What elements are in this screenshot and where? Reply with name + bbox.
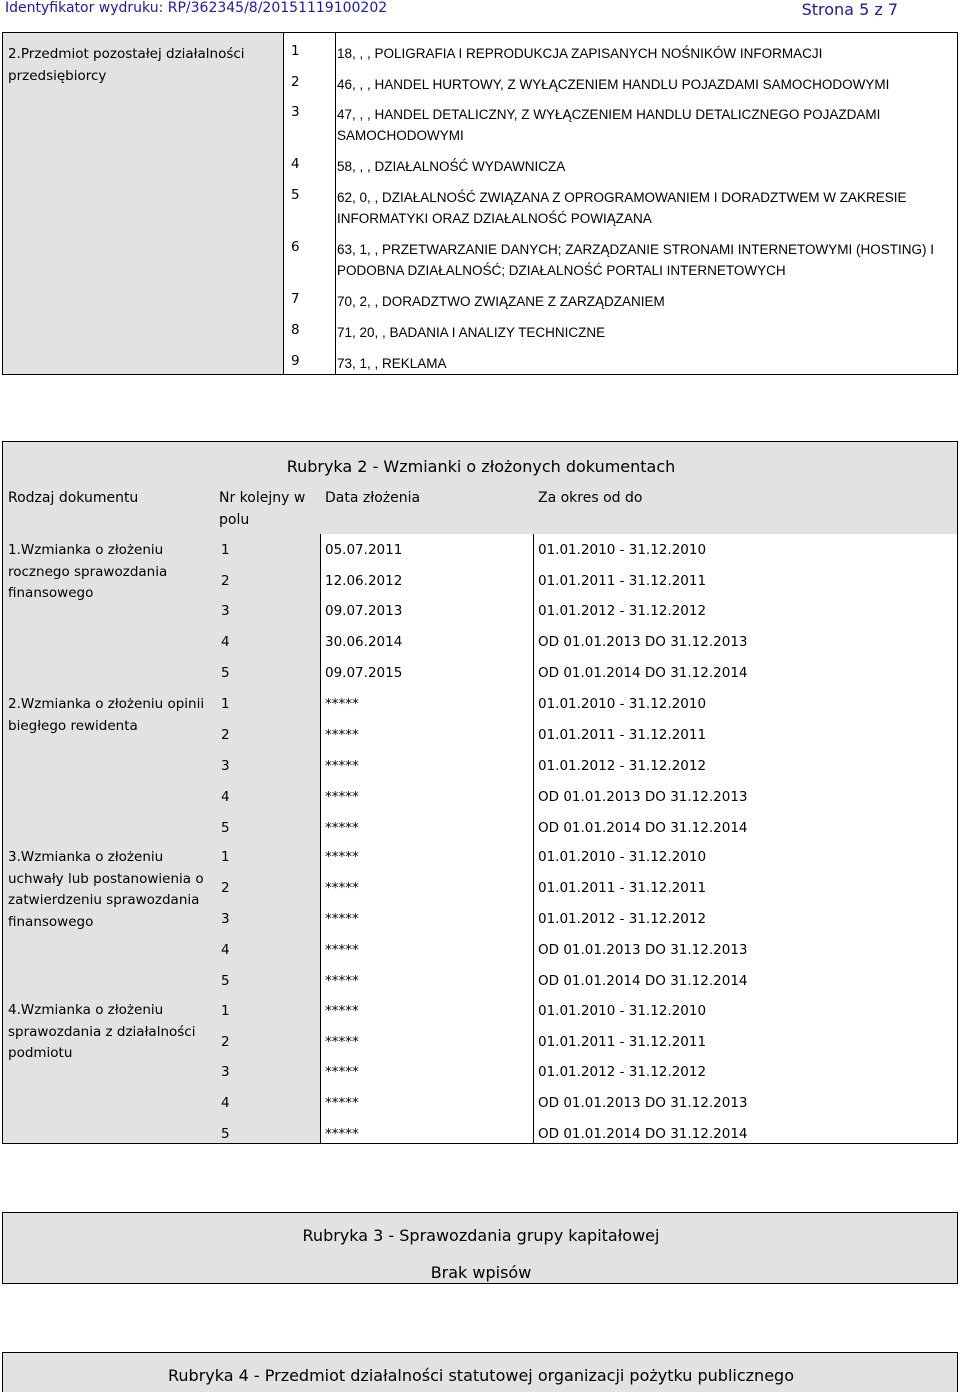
section-title: Rubryka 2 - Wzmianki o złożonych dokumentach: [286, 457, 676, 476]
table-row: [3, 1034, 957, 1065]
documents-section: [2, 441, 958, 1144]
row-number: 5: [221, 973, 230, 989]
document-group-label: 1.Wzmianka o złożeniu rocznego sprawozdania finansowego: [8, 542, 168, 601]
activities-list: [283, 33, 957, 374]
row-number: 2: [221, 1034, 230, 1050]
row-number: 2: [221, 880, 230, 896]
activity-number: 1: [291, 43, 300, 59]
activity-number: 2: [291, 74, 300, 90]
row-date: 12.06.2012: [325, 573, 403, 589]
row-period: 01.01.2010 - 31.12.2010: [538, 542, 707, 558]
table-row: [3, 942, 957, 973]
row-period: OD 01.01.2014 DO 31.12.2014: [538, 820, 748, 836]
column-header-number: Nr kolejny w polu: [219, 490, 306, 528]
row-number: 1: [221, 696, 230, 712]
row-number: 4: [221, 634, 230, 650]
row-period: 01.01.2011 - 31.12.2011: [538, 1034, 707, 1050]
column-divider: [533, 534, 534, 1143]
activity-text: 63, 1, , PRZETWARZANIE DANYCH; ZARZĄDZANIE STRONAMI INTERNETOWYMI (HOSTING) I PODOBNA DZIAŁALNOŚĆ; DZIAŁALNOŚĆ PORTALI INTERNETOWYCH: [337, 242, 935, 278]
activity-text: 47, , , HANDEL DETALICZNY, Z WYŁĄCZENIEM HANDLU DETALICZNEGO POJAZDAMI SAMOCHODOWYMI: [337, 107, 881, 143]
row-number: 3: [221, 911, 230, 927]
row-date: *****: [325, 1003, 359, 1019]
column-divider: [335, 33, 336, 374]
table-row: [3, 634, 957, 665]
table-row: [3, 849, 957, 880]
row-date: 05.07.2011: [325, 542, 403, 558]
document-group-label: 2.Wzmianka o złożeniu opinii biegłego rewidenta: [8, 696, 205, 734]
row-number: 2: [221, 573, 230, 589]
table-row: [3, 758, 957, 789]
row-date: *****: [325, 1034, 359, 1050]
activity-text: 70, 2, , DORADZTWO ZWIĄZANE Z ZARZĄDZANIEM: [337, 294, 665, 309]
row-number: 4: [221, 942, 230, 958]
document-group-label: 4.Wzmianka o złożeniu sprawozdania z działalności podmiotu: [8, 1002, 196, 1061]
row-number: 5: [221, 665, 230, 681]
table-row: [3, 1003, 957, 1034]
row-date: *****: [325, 696, 359, 712]
row-period: 01.01.2012 - 31.12.2012: [538, 603, 707, 619]
row-number: 1: [221, 542, 230, 558]
column-header-period: Za okres od do: [538, 490, 643, 506]
row-period: OD 01.01.2014 DO 31.12.2014: [538, 973, 748, 989]
page-number: Strona 5 z 7: [801, 0, 898, 19]
no-entries-text: Brak wpisów: [430, 1263, 532, 1282]
section-title: Rubryka 3 - Sprawozdania grupy kapitałowej: [302, 1226, 660, 1245]
print-identifier: Identyfikator wydruku: RP/362345/8/20151119100202: [5, 0, 388, 16]
row-number: 5: [221, 820, 230, 836]
row-number: 3: [221, 1064, 230, 1080]
row-date: *****: [325, 727, 359, 743]
row-date: *****: [325, 1095, 359, 1111]
table-row: [3, 603, 957, 634]
section-title: Rubryka 4 - Przedmiot działalności statutowej organizacji pożytku publicznego: [168, 1366, 794, 1385]
row-period: OD 01.01.2014 DO 31.12.2014: [538, 1126, 748, 1142]
activities-label: 2.Przedmiot pozostałej działalności przedsiębiorcy: [8, 46, 245, 84]
row-date: *****: [325, 789, 359, 805]
row-period: 01.01.2012 - 31.12.2012: [538, 1064, 707, 1080]
row-date: 30.06.2014: [325, 634, 403, 650]
activity-number: 6: [291, 239, 300, 255]
row-number: 4: [221, 789, 230, 805]
row-period: OD 01.01.2013 DO 31.12.2013: [538, 789, 748, 805]
row-period: 01.01.2012 - 31.12.2012: [538, 911, 707, 927]
activity-text: 58, , , DZIAŁALNOŚĆ WYDAWNICZA: [337, 159, 566, 174]
row-date: *****: [325, 820, 359, 836]
column-header-doc-type: Rodzaj dokumentu: [8, 490, 139, 506]
statutory-activity-section: [2, 1352, 958, 1392]
row-number: 5: [221, 1126, 230, 1142]
table-row: [3, 573, 957, 604]
table-row: [3, 727, 957, 758]
row-number: 3: [221, 603, 230, 619]
table-row: [3, 696, 957, 727]
activity-number: 3: [291, 104, 300, 120]
row-period: 01.01.2012 - 31.12.2012: [538, 758, 707, 774]
row-period: 01.01.2010 - 31.12.2010: [538, 849, 707, 865]
row-date: *****: [325, 1126, 359, 1142]
row-period: 01.01.2011 - 31.12.2011: [538, 727, 707, 743]
column-divider: [320, 534, 321, 1143]
row-period: OD 01.01.2014 DO 31.12.2014: [538, 665, 748, 681]
row-date: *****: [325, 911, 359, 927]
row-number: 4: [221, 1095, 230, 1111]
activity-text: 62, 0, , DZIAŁALNOŚĆ ZWIĄZANA Z OPROGRAMOWANIEM I DORADZTWEM W ZAKRESIE INFORMATYKI ORAZ DZIAŁALNOŚĆ POWIĄZANA: [337, 190, 907, 226]
row-period: 01.01.2010 - 31.12.2010: [538, 1003, 707, 1019]
row-date: *****: [325, 758, 359, 774]
row-date: *****: [325, 942, 359, 958]
row-date: *****: [325, 1064, 359, 1080]
activities-section: [2, 32, 958, 375]
row-period: 01.01.2011 - 31.12.2011: [538, 880, 707, 896]
table-row: [3, 1126, 957, 1157]
row-date: *****: [325, 849, 359, 865]
row-number: 1: [221, 849, 230, 865]
table-row: [3, 880, 957, 911]
activity-text: 18, , , POLIGRAFIA I REPRODUKCJA ZAPISANYCH NOŚNIKÓW INFORMACJI: [337, 46, 823, 61]
table-row: [3, 665, 957, 696]
table-row: [3, 542, 957, 573]
row-number: 3: [221, 758, 230, 774]
row-date: *****: [325, 973, 359, 989]
activity-text: 71, 20, , BADANIA I ANALIZY TECHNICZNE: [337, 325, 606, 340]
column-header-date: Data złożenia: [325, 490, 421, 506]
row-date: *****: [325, 880, 359, 896]
table-row: [3, 1095, 957, 1126]
activity-number: 7: [291, 291, 300, 307]
row-number: 1: [221, 1003, 230, 1019]
column-divider: [283, 33, 284, 374]
capital-group-section: [2, 1212, 958, 1284]
activities-label-cell: [3, 33, 283, 374]
row-period: 01.01.2010 - 31.12.2010: [538, 696, 707, 712]
activity-number: 5: [291, 187, 300, 203]
row-number: 2: [221, 727, 230, 743]
table-row: [3, 1064, 957, 1095]
row-date: 09.07.2013: [325, 603, 403, 619]
table-row: [3, 911, 957, 942]
row-date: 09.07.2015: [325, 665, 403, 681]
row-period: OD 01.01.2013 DO 31.12.2013: [538, 1095, 748, 1111]
print-header: [0, 0, 960, 18]
row-period: OD 01.01.2013 DO 31.12.2013: [538, 634, 748, 650]
document-group-label: 3.Wzmianka o złożeniu uchwały lub postanowienia o zatwierdzeniu sprawozdania finansowego: [8, 849, 204, 930]
row-period: 01.01.2011 - 31.12.2011: [538, 573, 707, 589]
activity-text: 73, 1, , REKLAMA: [337, 356, 447, 371]
activity-text: 46, , , HANDEL HURTOWY, Z WYŁĄCZENIEM HANDLU POJAZDAMI SAMOCHODOWYMI: [337, 77, 890, 92]
table-row: [3, 789, 957, 820]
row-period: OD 01.01.2013 DO 31.12.2013: [538, 942, 748, 958]
activity-number: 4: [291, 156, 300, 172]
activity-number: 9: [291, 353, 300, 369]
activity-number: 8: [291, 322, 300, 338]
